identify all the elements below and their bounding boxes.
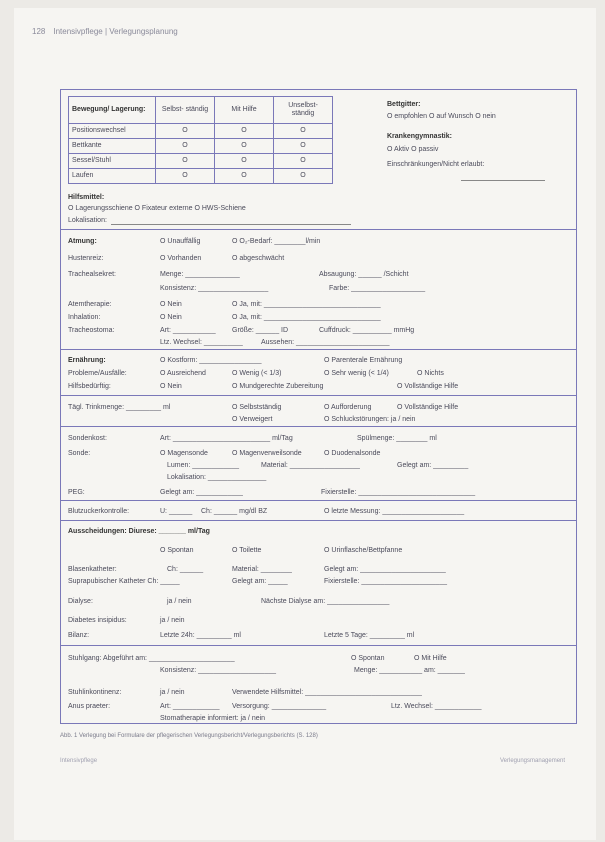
bz-u[interactable]: U: ______ [160,508,193,515]
bdk-ch[interactable]: Ch: ______ [167,566,204,573]
bilanz-label: Bilanz: [68,632,90,639]
dialyse-label: Dialyse: [68,598,93,605]
peg-gelegt[interactable]: Gelegt am: ____________ [160,489,243,496]
row-label: Positionswechsel [69,124,156,139]
trinkmenge[interactable]: Tägl. Trinkmenge: _________ ml [68,404,171,411]
checkbox[interactable]: O [274,124,333,139]
kg-options[interactable]: O Aktiv O passiv [387,146,439,153]
lokalisation-line[interactable] [111,224,351,225]
probleme-option[interactable]: O Nichts [417,370,444,377]
mobility-header-label: Bewegung/ Lagerung: [69,97,156,124]
anus-art[interactable]: Art: ____________ [160,703,220,710]
trink-option[interactable]: O Aufforderung [324,404,372,411]
husten-option[interactable]: O Vorhanden [160,255,202,262]
bz-label: Blutzuckerkontrolle: [68,508,130,515]
section-ernaehrung [61,349,576,396]
footer-right: Verlegungsmanagement [500,758,566,764]
section-trinkmenge [61,395,576,427]
kg-label: Krankengymnastik: [387,133,452,140]
hilfsbeduerftig-option[interactable]: O Vollständige Hilfe [397,383,459,390]
stuhlgang-label[interactable]: Stuhlgang: Abgeführt am: ______________________ [68,655,235,662]
sonde-option[interactable]: O Duodenalsonde [324,450,381,457]
table-row [69,154,333,169]
probleme-option[interactable]: O Wenig (< 1/3) [232,370,282,377]
sonde-gelegt[interactable]: Gelegt am: _________ [397,462,469,469]
trink-option[interactable]: O Vollständige Hilfe [397,404,459,411]
atemtherapie-option[interactable]: O Ja, mit: ______________________________ [232,301,381,308]
spk-fix[interactable]: Fixierstelle: ______________________ [324,578,447,585]
table-header-row [69,97,333,124]
sekret-farbe[interactable]: Farbe: ___________________ [329,285,426,292]
checkbox[interactable]: O [215,124,274,139]
checkbox[interactable]: O [215,169,274,184]
inhalation-label: Inhalation: [68,314,101,321]
bettgitter-options[interactable]: O empfohlen O auf Wunsch O nein [387,113,496,120]
peg-fixierstelle[interactable]: Fixierstelle: ______________________________ [321,489,476,496]
bdk-gelegt[interactable]: Gelegt am: ______________________ [324,566,446,573]
figure-caption: Abb. 1 Verlegung bei Formulare der pflegerischen Verlegungsbericht/Verlegungsberichts (S. 128) [60,733,318,739]
section-blutzucker [61,500,576,521]
probleme-label: Probleme/Ausfälle: [68,370,127,377]
checkbox[interactable]: O [215,154,274,169]
table-row [69,169,333,184]
stomatherapie[interactable]: Stomatherapie informiert: ja / nein [160,715,266,722]
tracheo-cuff[interactable]: Cuffdruck: __________ mmHg [319,327,415,334]
ausscheid-option[interactable]: O Toilette [232,547,262,554]
diabetes-label: Diabetes insipidus: [68,617,127,624]
anus-praeter-label: Anus praeter: [68,703,111,710]
tracheostoma-label: Tracheostoma: [68,327,115,334]
sekret-menge[interactable]: Menge: ______________ [160,271,240,278]
einschraenkungen-line[interactable] [461,180,545,181]
stuhl-option[interactable]: O Mit Hilfe [414,655,447,662]
col-unselbst: Unselbst- ständig [274,97,333,124]
sonde-lokalisation[interactable]: Lokalisation: _______________ [167,474,267,481]
sonde-option[interactable]: O Magensonde [160,450,208,457]
table-row [69,124,333,139]
tracheo-aussehen[interactable]: Aussehen: ________________________ [261,339,390,346]
sekret-konsistenz[interactable]: Konsistenz: __________________ [160,285,269,292]
checkbox[interactable]: O [156,169,215,184]
section-stuhlgang [61,645,576,724]
checkbox[interactable]: O [156,154,215,169]
col-mit-hilfe: Mit Hilfe [215,97,274,124]
lokalisation-label: Lokalisation: [68,217,107,224]
sonde-option[interactable]: O Magenverweilsonde [232,450,302,457]
row-label: Laufen [69,169,156,184]
peg-label: PEG: [68,489,85,496]
sonde-material[interactable]: Material: __________________ [261,462,360,469]
stuhlinkontinenz-value[interactable]: ja / nein [160,689,185,696]
row-label: Bettkante [69,139,156,154]
probleme-option[interactable]: O Ausreichend [160,370,206,377]
mobility-table [68,96,333,184]
stuhlinkontinenz-label: Stuhlinkontinenz: [68,689,122,696]
atmung-label: Atmung: [68,238,97,245]
tracheo-groesse[interactable]: Größe: ______ ID [232,327,289,334]
sondenkost-art[interactable]: Art: _________________________ ml/Tag [160,435,293,442]
table-row [69,139,333,154]
ernaehrung-option[interactable]: O Parenterale Ernährung [324,357,403,364]
atmung-option[interactable]: O O₂-Bedarf: ________l/min [232,238,321,245]
ausscheid-option[interactable]: O Spontan [160,547,194,554]
stuhl-konsistenz[interactable]: Konsistenz: ____________________ [160,667,276,674]
header-title: Intensivpflege | Verlegungsplanung [53,27,178,36]
tracheo-art[interactable]: Art: ___________ [160,327,216,334]
spk[interactable]: Suprapubischer Katheter Ch: _____ [68,578,180,585]
atemtherapie-label: Atemtherapie: [68,301,112,308]
einschraenkungen-label: Einschränkungen/Nicht erlaubt: [387,161,485,168]
blasenkatheter-label: Blasenkatheter: [68,566,117,573]
bdk-material[interactable]: Material: ________ [232,566,292,573]
atemtherapie-option[interactable]: O Nein [160,301,182,308]
dialyse-naechste[interactable]: Nächste Dialyse am: ________________ [261,598,390,605]
bz-ch[interactable]: Ch: ______ mg/dl BZ [201,508,268,515]
inhalation-option[interactable]: O Nein [160,314,182,321]
checkbox[interactable]: O [274,154,333,169]
checkbox[interactable]: O [156,124,215,139]
husten-option[interactable]: O abgeschwächt [232,255,285,262]
dialyse-value[interactable]: ja / nein [167,598,192,605]
sonde-label: Sonde: [68,450,91,457]
checkbox[interactable]: O [274,169,333,184]
husten-label: Hustenreiz: [68,255,104,262]
transfer-form [60,89,577,724]
tracheo-wechsel[interactable]: Ltz. Wechsel: __________ [160,339,243,346]
ausscheidungen-label: Ausscheidungen: Diurese: _______ ml/Tag [68,528,210,535]
hilfsmittel-options[interactable]: O Lagerungsschiene O Fixateur externe O HWS-Schiene [68,205,246,212]
trink-option[interactable]: O Verweigert [232,416,273,423]
inhalation-option[interactable]: O Ja, mit: ______________________________ [232,314,381,321]
absaugung[interactable]: Absaugung: ______ /Schicht [319,271,409,278]
ernaehrung-option[interactable]: O Kostform: ________________ [160,357,262,364]
page-header [32,27,178,36]
spk-gelegt[interactable]: Gelegt am: _____ [232,578,288,585]
diabetes-value[interactable]: ja / nein [160,617,185,624]
col-selbst: Selbst- ständig [156,97,215,124]
sondenkost-label: Sondenkost: [68,435,107,442]
hilfsbeduerftig-option[interactable]: O Mundgerechte Zubereitung [232,383,324,390]
hilfsmittel-label: Hilfsmittel: [68,194,105,201]
sonde-lumen[interactable]: Lumen: ____________ [167,462,240,469]
section-atmung [61,229,576,350]
ernaehrung-label: Ernährung: [68,357,106,364]
hilfsbeduerftig-label: Hilfsbedürftig: [68,383,111,390]
hilfsbeduerftig-option[interactable]: O Nein [160,383,182,390]
checkbox[interactable]: O [156,139,215,154]
spuelmenge[interactable]: Spülmenge: ________ ml [357,435,437,442]
row-label: Sessel/Stuhl [69,154,156,169]
stuhl-menge[interactable]: Menge: ___________ am: _______ [354,667,465,674]
checkbox[interactable]: O [215,139,274,154]
section-sonde [61,426,576,501]
sekret-label: Trachealsekret: [68,271,116,278]
bilanz-5tage[interactable]: Letzte 5 Tage: _________ ml [324,632,415,639]
checkbox[interactable]: O [274,139,333,154]
trink-option[interactable]: O Schluckstörungen: ja / nein [324,416,416,423]
section-ausscheidungen [61,520,576,646]
footer-left: Intensivpflege [60,758,98,764]
bz-letzte[interactable]: O letzte Messung: _____________________ [324,508,465,515]
stuhl-option[interactable]: O Spontan [351,655,385,662]
probleme-option[interactable]: O Sehr wenig (< 1/4) [324,370,389,377]
hilfsmittel-verwendet[interactable]: Verwendete Hilfsmittel: ______________________________ [232,689,422,696]
atmung-option[interactable]: O Unauffällig [160,238,201,245]
page-number: 128 [32,27,46,36]
anus-versorgung[interactable]: Versorgung: ______________ [232,703,327,710]
ausscheid-option[interactable]: O Urinflasche/Bettpfanne [324,547,403,554]
bettgitter-label: Bettgitter: [387,101,421,108]
bilanz-24h[interactable]: Letzte 24h: _________ ml [160,632,241,639]
anus-wechsel[interactable]: Ltz. Wechsel: ____________ [391,703,482,710]
trink-option[interactable]: O Selbstständig [232,404,282,411]
